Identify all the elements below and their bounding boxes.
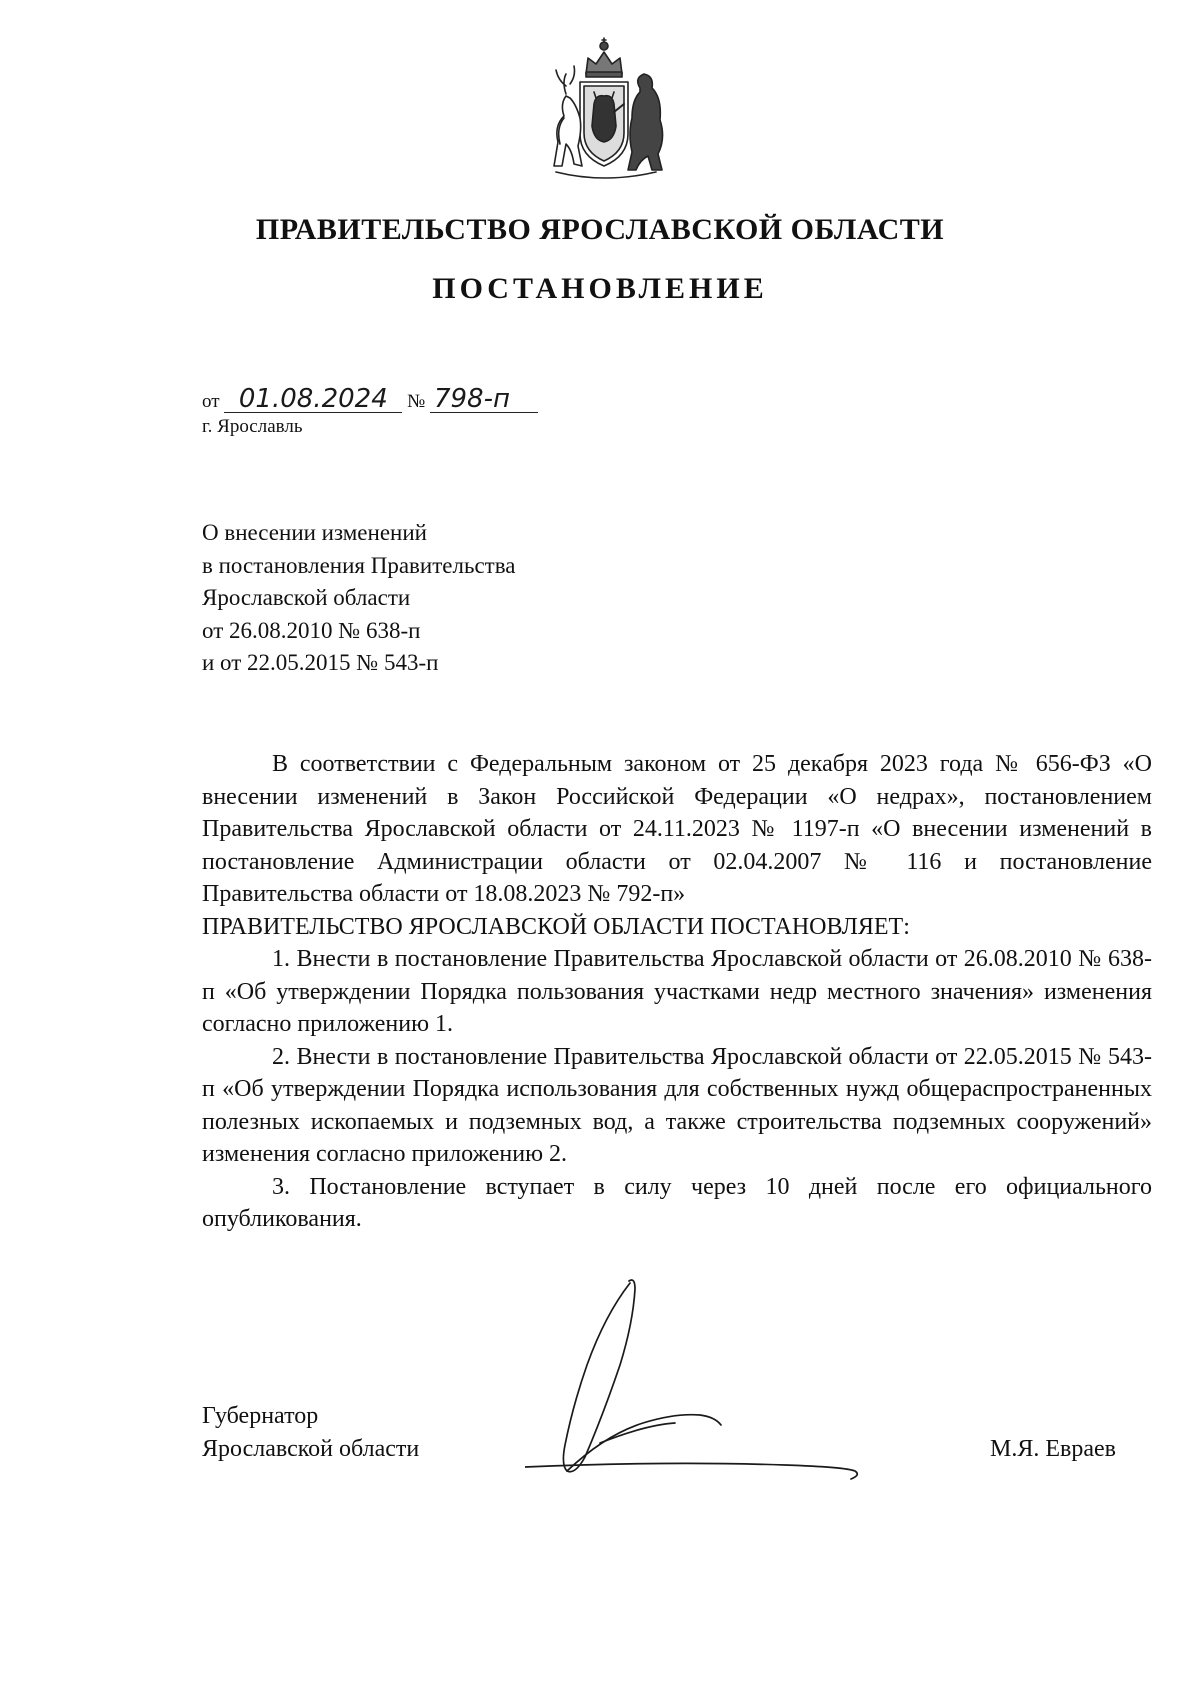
- number-label: №: [407, 391, 426, 412]
- registration-line: [202, 386, 538, 413]
- date-label: от: [202, 391, 220, 412]
- item-1-paragraph: 1. Внести в постановление Правительства Ярославской области от 26.08.2010 № 638-п «Об утверждении Порядка пользования участками недр местного значения» изменения согласно приложению 1.: [202, 946, 1152, 1037]
- subject-line: от 26.08.2010 № 638-п: [202, 617, 421, 643]
- document-subject: [202, 517, 515, 680]
- signatory-name: М.Я. Евраев: [990, 1436, 1116, 1462]
- subject-line: в постановления Правительства: [202, 552, 516, 578]
- subject-line: Ярославской области: [202, 585, 411, 610]
- government-title: ПРАВИТЕЛЬСТВО ЯРОСЛАВСКОЙ ОБЛАСТИ: [255, 213, 945, 246]
- document-type: ПОСТАНОВЛЕНИЕ: [432, 272, 768, 305]
- subject-line: О внесении изменений: [202, 520, 427, 545]
- position-line: Ярославской области: [202, 1436, 420, 1462]
- signatory-position: [202, 1400, 419, 1466]
- document-body: [202, 748, 1152, 1236]
- signature-icon: [525, 1275, 935, 1485]
- city: г. Ярославль: [202, 416, 303, 437]
- resolves-heading: ПРАВИТЕЛЬСТВО ЯРОСЛАВСКОЙ ОБЛАСТИ ПОСТАНОВЛЯЕТ:: [202, 913, 910, 940]
- document-date: 01.08.2024: [224, 386, 402, 413]
- preamble-paragraph: В соответствии с Федеральным законом от 25 декабря 2023 года № 656-ФЗ «О внесении изменений в Закон Российской Федерации «О недрах», постановлением Правительства Ярославской области от 24.11.2023 № 1197-п «О внесении изменений в постановление Администрации области от 02.04.2007 № 116 и постановление Правительства области от 18.08.2023 № 792-п»: [202, 751, 1152, 907]
- subject-line: и от 22.05.2015 № 543-п: [202, 650, 439, 675]
- coat-of-arms-icon: [536, 34, 672, 184]
- document-number: 798-п: [430, 386, 538, 413]
- item-3-paragraph: 3. Постановление вступает в силу через 10 дней после его официального опубликования.: [202, 1173, 1152, 1232]
- item-2-paragraph: 2. Внести в постановление Правительства Ярославской области от 22.05.2015 № 543-п «Об утверждении Порядка использования для собственных нужд общераспространенных полезных ископаемых и подземных вод, а также строительства подземных сооружений» изменения согласно приложению 2.: [202, 1043, 1152, 1167]
- position-line: Губернатор: [202, 1403, 319, 1429]
